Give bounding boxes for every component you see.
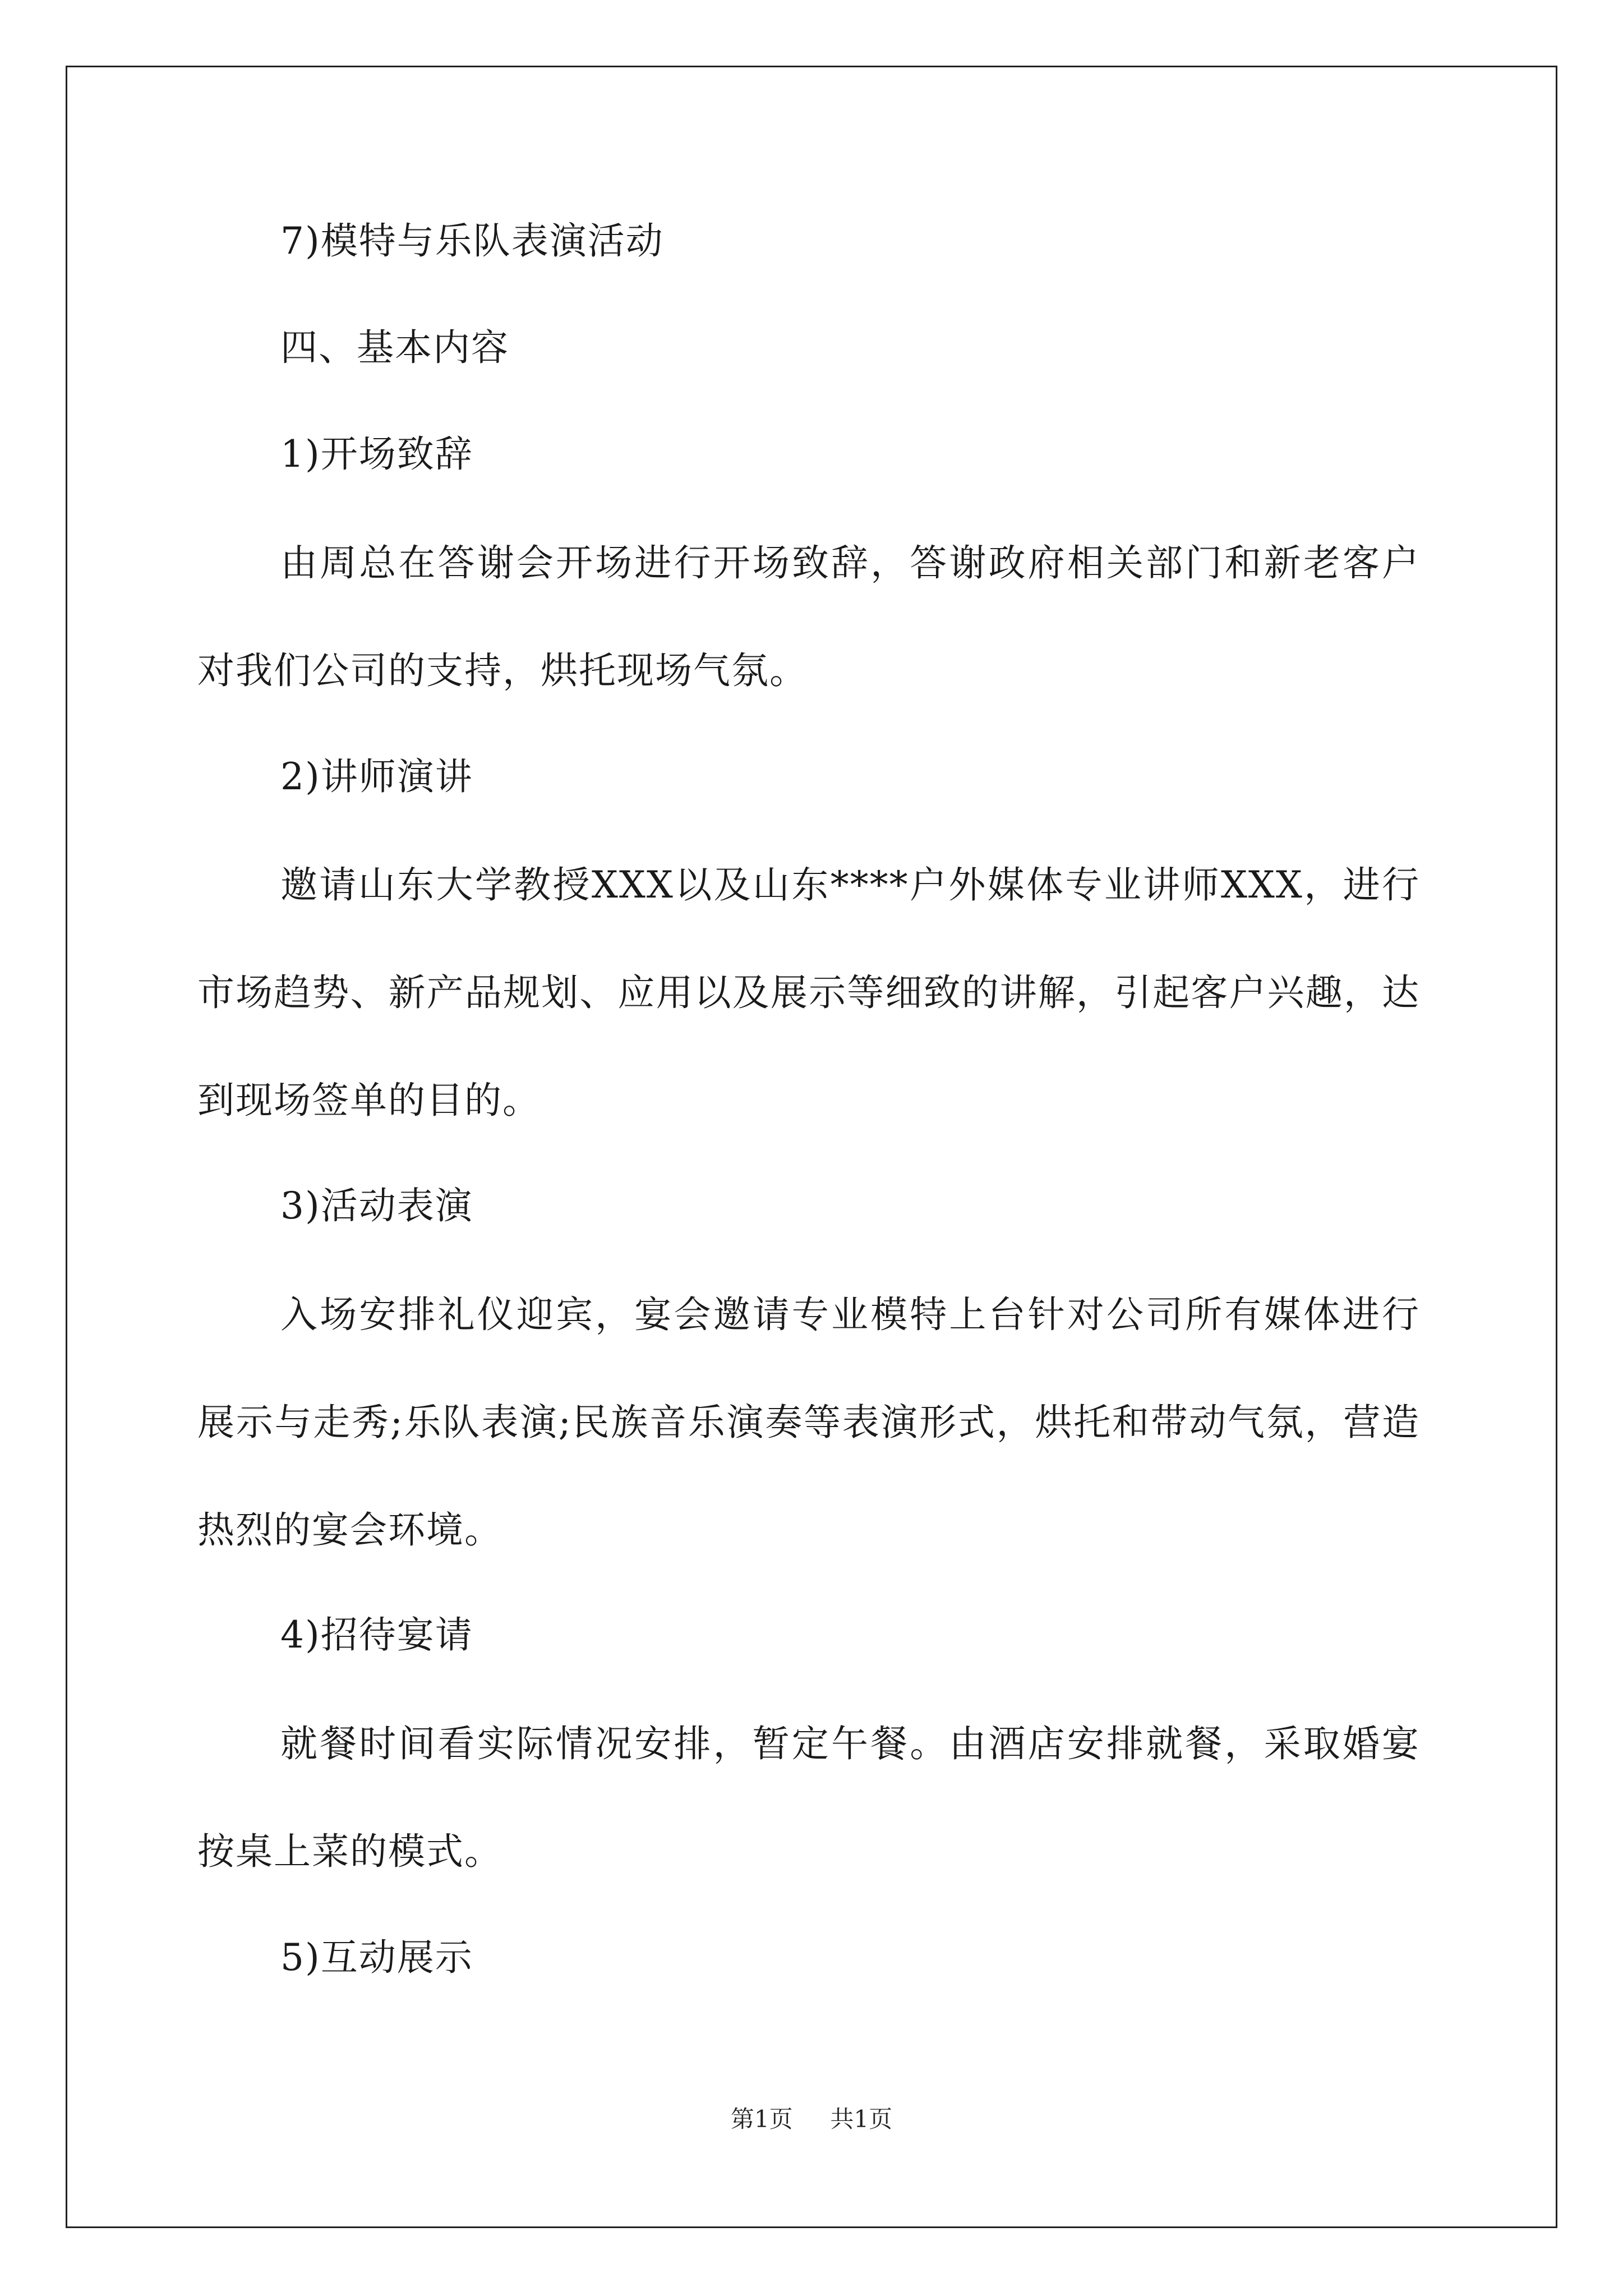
item-2-paragraph: 邀请山东大学教授XXX以及山东****户外媒体专业讲师XXX，进行市场趋势、新产品规划、应用以及展示等细致的讲解，引起客户兴趣，达到现场签单的目的。 xyxy=(197,863,1420,1122)
item-3-paragraph: 入场安排礼仪迎宾，宴会邀请专业模特上台针对公司所有媒体进行展示与走秀;乐队表演;民族音乐演奏等表演形式，烘托和带动气氛，营造热烈的宴会环境。 xyxy=(197,1293,1420,1552)
item-4-heading: 4)招待宴请 xyxy=(280,1613,473,1657)
page-footer xyxy=(0,2101,1623,2134)
item-5-heading: 5)互动展示 xyxy=(280,1936,473,1979)
item-3-heading: 3)活动表演 xyxy=(280,1184,473,1227)
item-2-heading: 2)讲师演讲 xyxy=(280,755,473,798)
item-4-paragraph: 就餐时间看实际情况安排，暂定午餐。由酒店安排就餐，采取婚宴按桌上菜的模式。 xyxy=(197,1722,1420,1873)
section-four-heading: 四、基本内容 xyxy=(280,326,509,369)
item-1-heading: 1)开场致辞 xyxy=(280,432,473,476)
page-number: 第1页 xyxy=(730,2105,793,2133)
item-7-heading: 7)模特与乐队表演活动 xyxy=(280,219,664,263)
item-1-paragraph: 由周总在答谢会开场进行开场致辞，答谢政府相关部门和新老客户对我们公司的支持，烘托现场气氛。 xyxy=(197,541,1420,692)
page-total: 共1页 xyxy=(830,2105,893,2133)
